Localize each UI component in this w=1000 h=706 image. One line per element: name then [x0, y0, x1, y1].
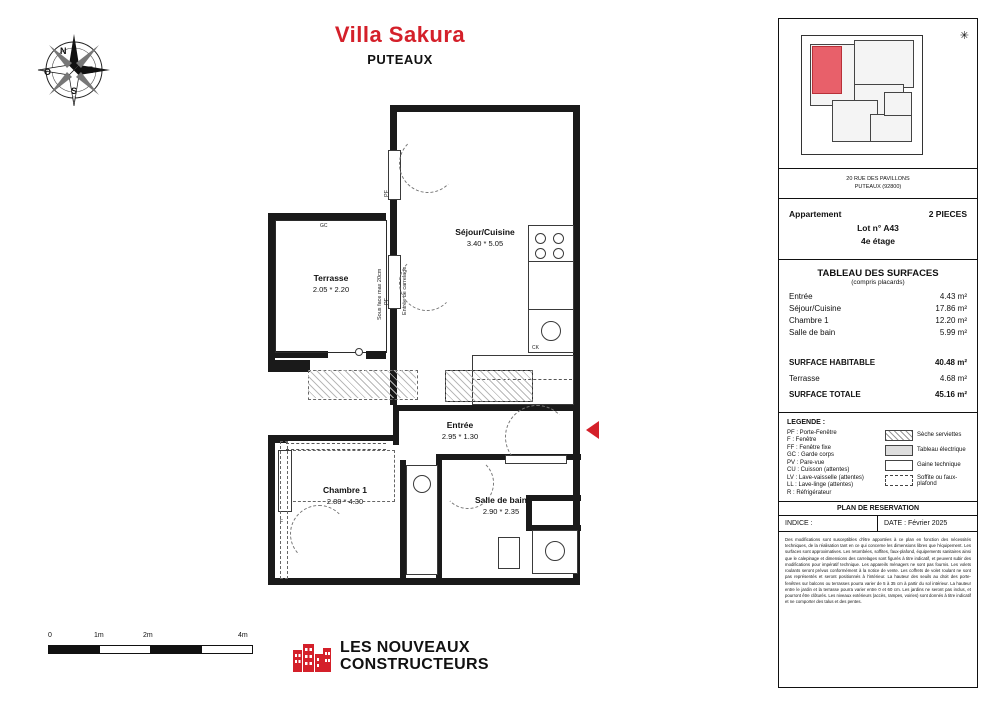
date-value: Février 2025 [908, 520, 948, 527]
compass-label-e: E [87, 65, 94, 75]
legend-item: F : Fenêtre [787, 437, 817, 443]
surfaces-subtitle: (compris placards) [851, 278, 905, 286]
total-label: SURFACE HABITABLE [789, 357, 876, 367]
address-line-2: PUTEAUX (92800) [854, 184, 902, 191]
logo-line-1: LES NOUVEAUX [340, 639, 470, 657]
room-name-chambre: Chambre 1 [323, 485, 367, 495]
legend-section [779, 413, 977, 503]
surface-value: 12.20 m² [935, 315, 967, 325]
legend-item: PF : Porte-Fenêtre [787, 429, 837, 436]
plan-reservation-title: PLAN DE RESERVATION [779, 502, 977, 516]
surface-row [789, 292, 967, 301]
annotation-sous-face: Sous face max 20cm [377, 268, 383, 320]
key-plan-highlight [812, 46, 842, 94]
north-star-icon: ✳ [959, 30, 969, 42]
legend-symbol-row [885, 475, 969, 487]
room-name-terrasse: Terrasse [313, 273, 349, 283]
annotation-pf-1: PF [384, 189, 390, 197]
indice-cell [779, 516, 878, 531]
project-name: Villa Sakura [334, 22, 466, 47]
surface-value: 4.43 m² [939, 291, 967, 301]
address-block [779, 169, 977, 199]
room-name-sdb: Salle de bain [475, 495, 527, 505]
room-dims-sdb: 2.90 * 2.35 [482, 507, 520, 517]
legend-item: GC : Garde corps [787, 452, 835, 458]
scale-tick-2: 2m [143, 632, 153, 639]
towel-rail-icon [885, 430, 913, 441]
legend-symbol-row [885, 430, 969, 441]
annotation-ck: CK [532, 345, 539, 351]
total-value: 45.16 m² [934, 389, 967, 399]
scale-tick-0: 0 [48, 632, 52, 639]
annotation-pf-2: PF [384, 297, 390, 305]
entrance-arrow-icon [586, 421, 599, 439]
total-row-terrasse [789, 374, 967, 383]
apartment-type: 2 PIECES [928, 208, 967, 219]
annotation-gc: GC [320, 223, 328, 229]
address-line-1: 20 RUE DES PAVILLONS [846, 176, 910, 182]
surface-row [789, 304, 967, 313]
surface-value: 17.86 m² [935, 303, 967, 313]
legend-symbol-row [885, 445, 969, 456]
disclaimer-text: Des modifications sont susceptibles d'être apportées à ce plan en fonction des nécessités techniques, de la réalisation tant en ce qui concerne les dimensions libres que l'équipement. Les surfaces sont approximatives. Les retombées, soffites, faux-plafond, équipements sanitaires ainsi que le calepinage et dimensions des carrelages sont figurés à titre indicatif, et peuvent subir des modifications pour impératif technique. Les appareils ménagers ne sont pas fournis. Les volets roulants seront prévus conformément à la notice de vente. Les coffrets de volet roulant ne sont pas représentés et seront positionnés à l'intérieur. La hauteur des seuils au droit des porte-fenêtres sur balcons ou terrasses pourra varier de 5 à 35 cm à partir du sol intérieur. La hauteur entre le jardin et la terrasse pourra varier entre 0 et 60 cm. Les jardins ne seront pas inclus, et pourront être clôturés. Les niveaux extérieurs (accès, rampes, voiries) sont donnés à titre indicatif et ne comporter des talus et des pentes. [785, 537, 971, 605]
legend-symbols [885, 430, 969, 498]
electric-panel-icon [885, 445, 913, 456]
total-row-habitable [789, 358, 967, 367]
room-dims-entree: 2.95 * 1.30 [441, 432, 479, 442]
company-logo [292, 640, 489, 674]
surface-label: Chambre 1 [789, 315, 829, 325]
surfaces-section [779, 260, 977, 413]
surface-row [789, 316, 967, 325]
legend-item: R : Réfrigérateur [787, 489, 832, 496]
surfaces-totals [779, 348, 977, 412]
compass-rose-icon [22, 18, 126, 122]
room-dims-chambre: 2.80 * 4.30 [326, 497, 364, 507]
legend-abbreviations [787, 430, 879, 498]
lot-value: A43 [883, 222, 899, 233]
room-name-entree: Entrée [446, 420, 474, 430]
floor-value: 4e étage [860, 235, 896, 246]
duct-icon [885, 460, 913, 471]
kitchen-hob [528, 225, 574, 263]
total-value: 4.68 m² [939, 373, 967, 383]
total-label: Terrasse [789, 373, 820, 383]
annotation-f: F [280, 519, 284, 525]
key-plan [779, 19, 977, 169]
total-row-totale [789, 390, 967, 399]
lot-line [789, 223, 967, 233]
date-label: DATE : [884, 520, 907, 527]
apartment-plan [250, 105, 610, 595]
room-dims-sejour: 3.40 * 5.05 [466, 239, 504, 249]
legend-item: LL : Lave-linge (attentes) [787, 482, 854, 488]
logo-line-2: CONSTRUCTEURS [340, 656, 489, 673]
sheet-title [250, 22, 550, 67]
wc [498, 537, 520, 569]
room-label-terrasse [285, 273, 377, 296]
room-name-sejour: Séjour/Cuisine [455, 227, 515, 237]
indice-row [779, 516, 977, 532]
date-cell [878, 516, 977, 531]
legend-symbol-row [885, 460, 969, 471]
apartment-label: Appartement [789, 208, 842, 219]
surface-label: Salle de bain [789, 327, 836, 337]
legend-symbol-label: Gaine technique [917, 462, 961, 468]
surface-label: Séjour/Cuisine [789, 303, 842, 313]
legend-item: LV : Lave-vaisselle (attentes) [787, 474, 864, 481]
surfaces-rows [779, 292, 977, 348]
buildings-icon [292, 640, 332, 674]
key-plan-frame [801, 35, 923, 155]
legend-symbol-label: Sèche serviettes [917, 432, 962, 438]
legend-item: FF : Fenêtre fixe [787, 444, 832, 451]
total-label: SURFACE TOTALE [789, 389, 861, 399]
surface-label: Entrée [789, 291, 813, 301]
compass-label-o: O [44, 67, 52, 77]
lot-label: Lot n° [857, 222, 882, 233]
apartment-info [779, 199, 977, 260]
kitchen-oven [528, 261, 574, 311]
compass-label-n: N [60, 46, 67, 56]
scale-tick-3: 4m [238, 632, 248, 639]
scale-bar [48, 632, 253, 654]
surface-value: 5.99 m² [939, 327, 967, 337]
info-panel [778, 18, 978, 688]
room-label-entree [400, 420, 520, 443]
legend-item: CU : Cuisson (attentes) [787, 467, 850, 473]
legend-title: LEGENDE : [787, 418, 826, 426]
legend-item: PV : Pare-vue [787, 459, 825, 466]
total-value: 40.48 m² [934, 357, 967, 367]
legend-symbol-label: Soffite ou faux-plafond [917, 474, 958, 487]
bed-placard-dashed [288, 450, 395, 502]
annotation-entree-carrelage: Entrée de carrelage [402, 266, 408, 315]
compass-label-s: S [71, 86, 78, 96]
room-dims-terrasse: 2.05 * 2.20 [312, 285, 350, 295]
surface-row [789, 328, 967, 337]
surfaces-title: TABLEAU DES SURFACES [817, 267, 939, 279]
scale-tick-1: 1m [94, 632, 104, 639]
project-city: PUTEAUX [367, 52, 433, 67]
legend-symbol-label: Tableau électrique [917, 447, 966, 453]
soffit-icon [885, 475, 913, 486]
indice-label: INDICE : [785, 520, 813, 527]
